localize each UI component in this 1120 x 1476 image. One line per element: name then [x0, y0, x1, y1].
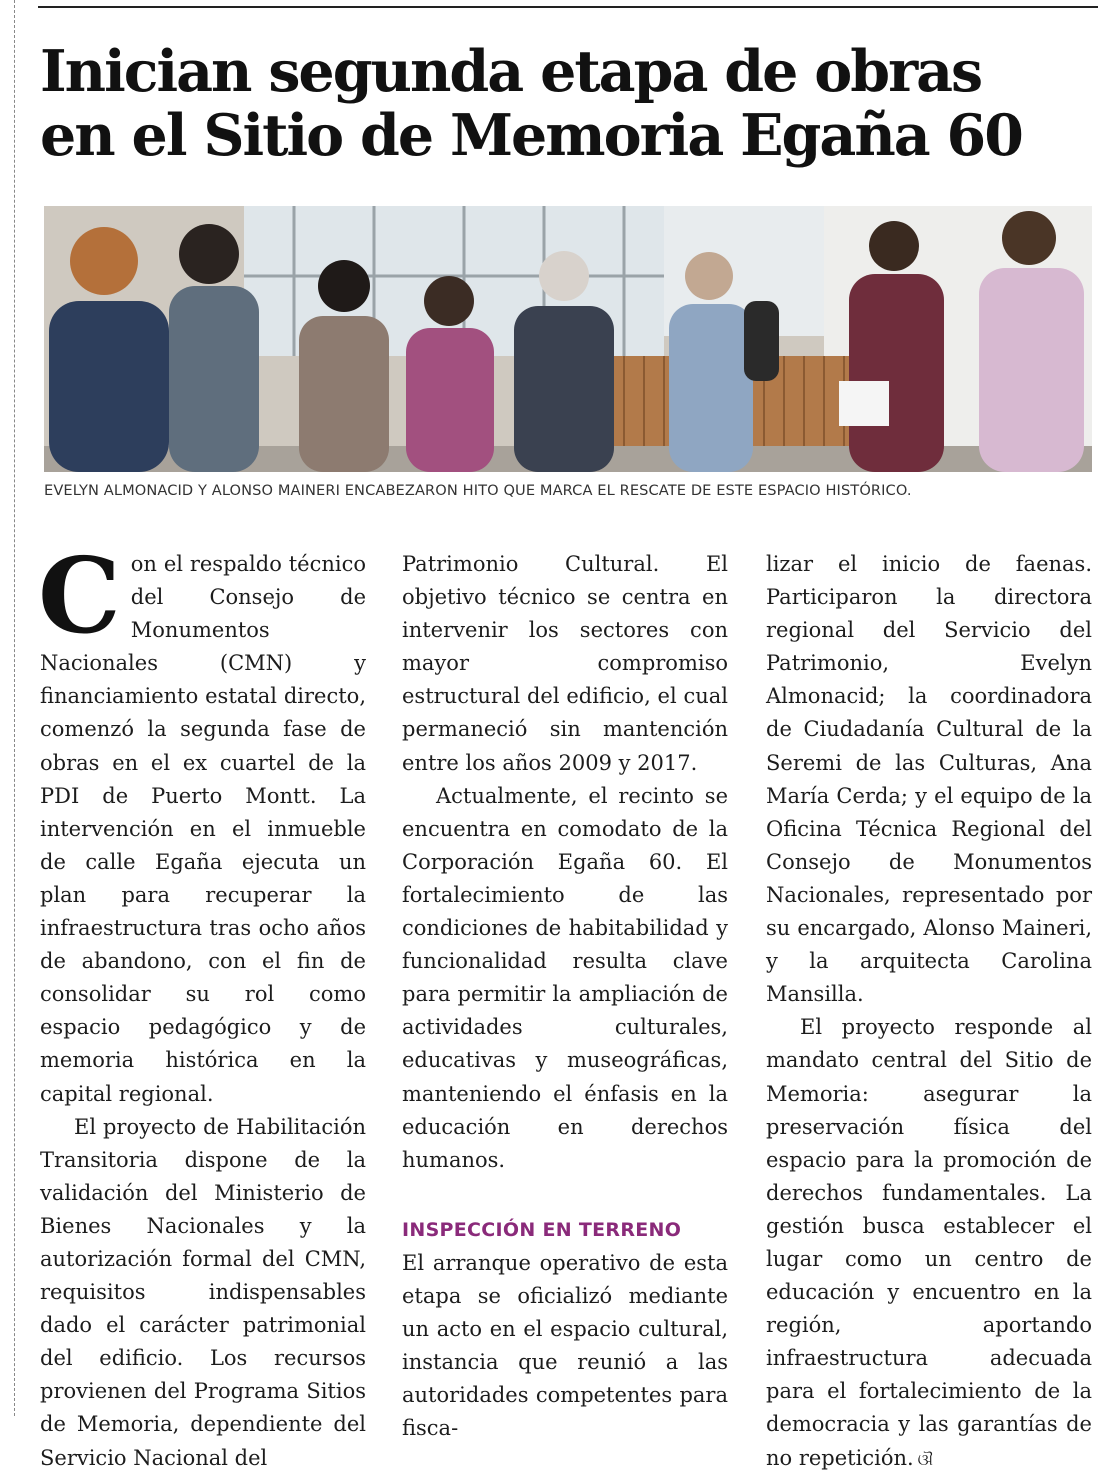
paragraph: on el respaldo técnico del Consejo de Monumentos Nacionales (CMN) y financiamiento estatal directo, comenzó la segunda fase de obras en el ex cuartel de la PDI de Puerto Montt. La intervención en el inmueble de calle Egaña ejecuta un plan para recuperar la infraestructura tras ocho años de abandono, con el fin de consolidar su rol como espacio pedagógico y de memoria histórica en la capital regional. [40, 552, 366, 1106]
headline-line-2: en el Sitio de Memoria Egaña 60 [40, 102, 1022, 169]
paragraph: El arranque operativo de esta etapa se oficializó mediante un acto en el espacio cultural, instancia que reunió a las autoridades competentes para fisca- [402, 1250, 728, 1441]
paragraph: Patrimonio Cultural. El objetivo técnico se centra en intervenir los sectores con mayor compromiso estructural del edificio, el cual permaneció sin mantención entre los años 2009 y 2017. [402, 552, 728, 775]
photo-caption: EVELYN ALMONACID Y ALONSO MAINERI ENCABEZARON HITO QUE MARCA EL RESCATE DE ESTE ESPACIO HISTÓRICO. [44, 482, 912, 499]
headline [40, 40, 1100, 168]
section-subheading: INSPECCIÓN EN TERRENO [402, 1218, 682, 1241]
paragraph: El proyecto de Habilitación Transitoria dispone de la validación del Ministerio de Bienes Nacionales y la autorización formal del CMN, requisitos indispensables dado el carácter patrimonial del edificio. Los recursos provienen del Programa Sitios de Memoria, dependiente del Servicio Nacional del [40, 1114, 366, 1470]
group-photo-illustration [44, 206, 1092, 472]
article-column-1 [38, 534, 366, 1475]
paragraph [766, 1011, 1092, 1475]
headline-line-1: Inician segunda etapa de obras [40, 38, 982, 105]
top-rule [38, 6, 1098, 8]
article-column-2 [402, 548, 728, 1445]
end-mark-icon: ଔ [917, 1449, 934, 1469]
drop-cap: C [38, 534, 121, 657]
paragraph: lizar el inicio de faenas. Participaron la directora regional del Servicio del Patrimonio, Evelyn Almonacid; la coordinadora de Ciudadanía Cultural de la Seremi de las Culturas, Ana María Cerda; y el equipo de la Oficina Técnica Regional del Consejo de Monumentos Nacionales, representado por su encargado, Alonso Maineri, y la arquitecta Carolina Mansilla. [766, 552, 1092, 1007]
article-column-3 [766, 548, 1092, 1476]
paragraph-text: El proyecto responde al mandato central del Sitio de Memoria: asegurar la preservación física del espacio para la promoción de derechos fundamentales. La gestión busca establecer el lugar como un centro de educación y encuentro en la región, aportando infraestructura adecuada para el fortalecimiento de la democracia y las garantías de no repetición. [766, 1015, 1092, 1470]
paragraph: Actualmente, el recinto se encuentra en comodato de la Corporación Egaña 60. El fortalecimiento de las condiciones de habitabilidad y funcionalidad resulta clave para permitir la ampliación de actividades culturales, educativas y museográficas, manteniendo el énfasis en la educación en derechos humanos. [402, 783, 728, 1172]
article-photo [44, 206, 1092, 472]
page-margin-rule [14, 0, 15, 1416]
